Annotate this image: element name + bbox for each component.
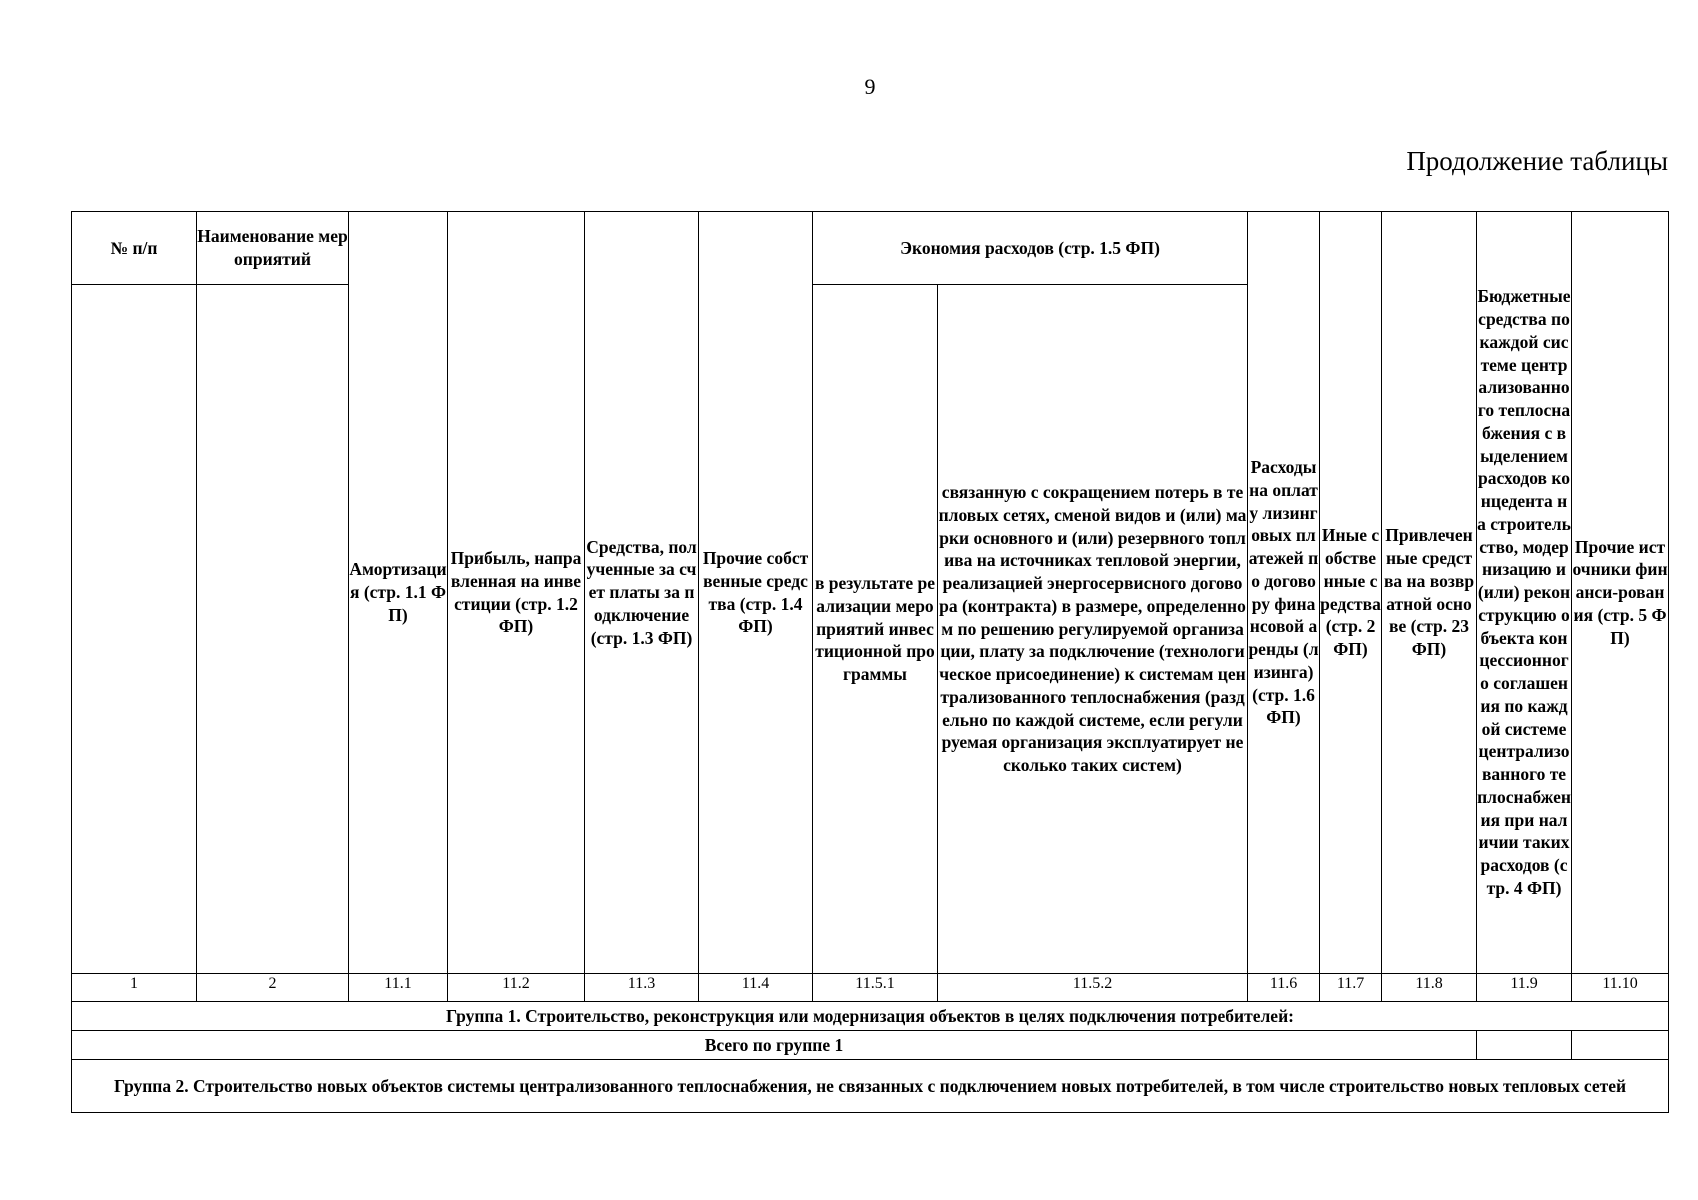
- column-number: 11.5.1: [813, 974, 938, 1002]
- header-col-amortization: Амортизация (стр. 1.1 ФП): [349, 212, 448, 974]
- header-col-investment-program: в результате реализации мероприятий инвестиционной программы: [813, 285, 938, 974]
- column-number: 11.7: [1320, 974, 1382, 1002]
- column-number: 11.9: [1477, 974, 1572, 1002]
- group-2-row: [72, 1060, 1669, 1113]
- header-row-top: [72, 212, 1669, 285]
- header-col-budget-funds: Бюджетные средства по каждой системе централизованного теплоснабжения с выделением расходов концедента на строительство, модернизацию и (или) реконструкцию объекта концессионного соглашения по каждой системе централизованного теплоснабжения при наличии таких расходов (стр. 4 ФП): [1477, 212, 1572, 974]
- header-col-profit: Прибыль, направленная на инвестиции (стр. 1.2 ФП): [448, 212, 585, 974]
- header-col-number-spacer: [72, 285, 197, 974]
- column-number: 11.10: [1572, 974, 1669, 1002]
- column-number: 11.8: [1382, 974, 1477, 1002]
- header-col-name-spacer: [197, 285, 349, 974]
- header-col-other-sources: Прочие источники финанси-рования (стр. 5 ФП): [1572, 212, 1669, 974]
- column-number: 11.2: [448, 974, 585, 1002]
- column-number: 1: [72, 974, 197, 1002]
- group-1-title: Группа 1. Строительство, реконструкция или модернизация объектов в целях подключения потребителей:: [72, 1002, 1669, 1031]
- table-continuation-label: Продолжение таблицы: [1406, 146, 1668, 176]
- column-number: 11.4: [699, 974, 813, 1002]
- header-col-other-own-funds: Прочие собственные средства (стр. 1.4 ФП): [699, 212, 813, 974]
- header-col-connection-fee: Средства, полученные за счет платы за подключение (стр. 1.3 ФП): [585, 212, 699, 974]
- financing-table: [71, 211, 1669, 1113]
- column-number: 2: [197, 974, 349, 1002]
- page-number: 9: [864, 74, 876, 99]
- column-number: 11.1: [349, 974, 448, 1002]
- group-1-total-other-cell: [1572, 1031, 1669, 1060]
- column-number: 11.6: [1248, 974, 1320, 1002]
- column-number: 11.5.2: [938, 974, 1248, 1002]
- group-2-title: Группа 2. Строительство новых объектов системы централизованного теплоснабжения, не связанных с подключением новых потребителей, в том числе строительство новых тепловых сетей: [72, 1060, 1669, 1113]
- group-1-total-budget-cell: [1477, 1031, 1572, 1060]
- header-col-leasing: Расходы на оплату лизинговых платежей по договору финансовой аренды (лизинга) (стр. 1.6 ФП): [1248, 212, 1320, 974]
- header-col-losses-reduction: связанную с сокращением потерь в тепловых сетях, сменой видов и (или) марки основного и (или) резервного топлива на источниках тепловой энергии, реализацией энергосервисного договора (контракта) в размере, определенном по решению регулируемой организации, плату за подключение (технологическое присоединение) к системам централизованного теплоснабжения (раздельно по каждой системе, если регулируемая организация эксплуатирует несколько таких систем): [938, 285, 1248, 974]
- header-col-number: № п/п: [72, 212, 197, 285]
- column-numbers-row: [72, 974, 1669, 1002]
- group-1-total-row: [72, 1031, 1669, 1060]
- header-col-other-funds: Иные собственные средства (стр. 2 ФП): [1320, 212, 1382, 974]
- header-col-name: Наименование мероприятий: [197, 212, 349, 285]
- group-1-total-label: Всего по группе 1: [72, 1031, 1477, 1060]
- header-col-borrowed-funds: Привлеченные средства на возвратной основе (стр. 23 ФП): [1382, 212, 1477, 974]
- column-number: 11.3: [585, 974, 699, 1002]
- header-economy-group: Экономия расходов (стр. 1.5 ФП): [813, 212, 1248, 285]
- group-1-row: [72, 1002, 1669, 1031]
